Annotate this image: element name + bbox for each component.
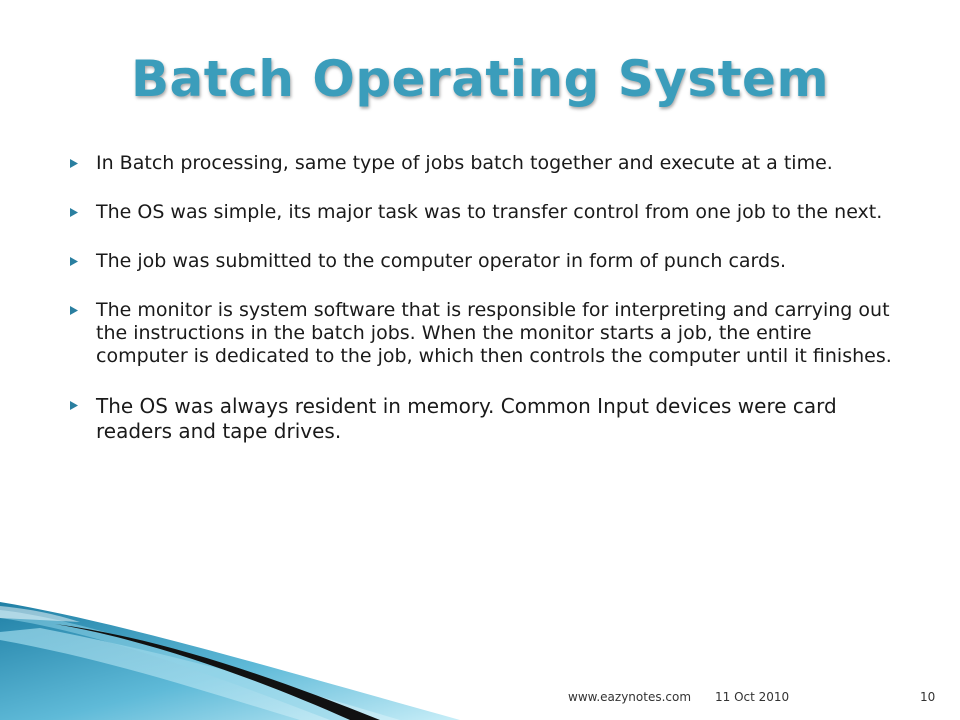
bullet-text: The OS was simple, its major task was to transfer control from one job to the next. <box>96 201 883 223</box>
bullet-item <box>68 152 908 175</box>
decorative-wave-graphic <box>0 560 960 720</box>
footer-url: www.eazynotes.com <box>568 690 692 704</box>
bullet-text: The job was submitted to the computer operator in form of punch cards. <box>96 250 787 272</box>
slide-title: Batch Operating System <box>130 50 830 108</box>
arrow-right-icon <box>70 159 78 168</box>
bullet-text: In Batch processing, same type of jobs batch together and execute at a time. <box>96 152 833 174</box>
bullet-item <box>68 394 908 444</box>
arrow-right-icon <box>70 208 78 217</box>
bullet-list <box>68 152 908 470</box>
bullet-item <box>68 201 908 224</box>
footer-date: 11 Oct 2010 <box>715 690 790 704</box>
bullet-item <box>68 299 908 368</box>
arrow-right-icon <box>70 306 78 315</box>
arrow-right-icon <box>70 401 78 410</box>
bullet-item <box>68 250 908 273</box>
bullet-text: The monitor is system software that is responsible for interpreting and carrying out the instructions in the batch jobs. When the monitor starts a job, the entire computer is dedicated to the job, which then controls the computer until it finishes. <box>96 299 892 367</box>
arrow-right-icon <box>70 257 78 266</box>
bullet-text: The OS was always resident in memory. Common Input devices were card readers and tape drives. <box>96 394 837 443</box>
footer-page-number: 10 <box>920 690 936 704</box>
